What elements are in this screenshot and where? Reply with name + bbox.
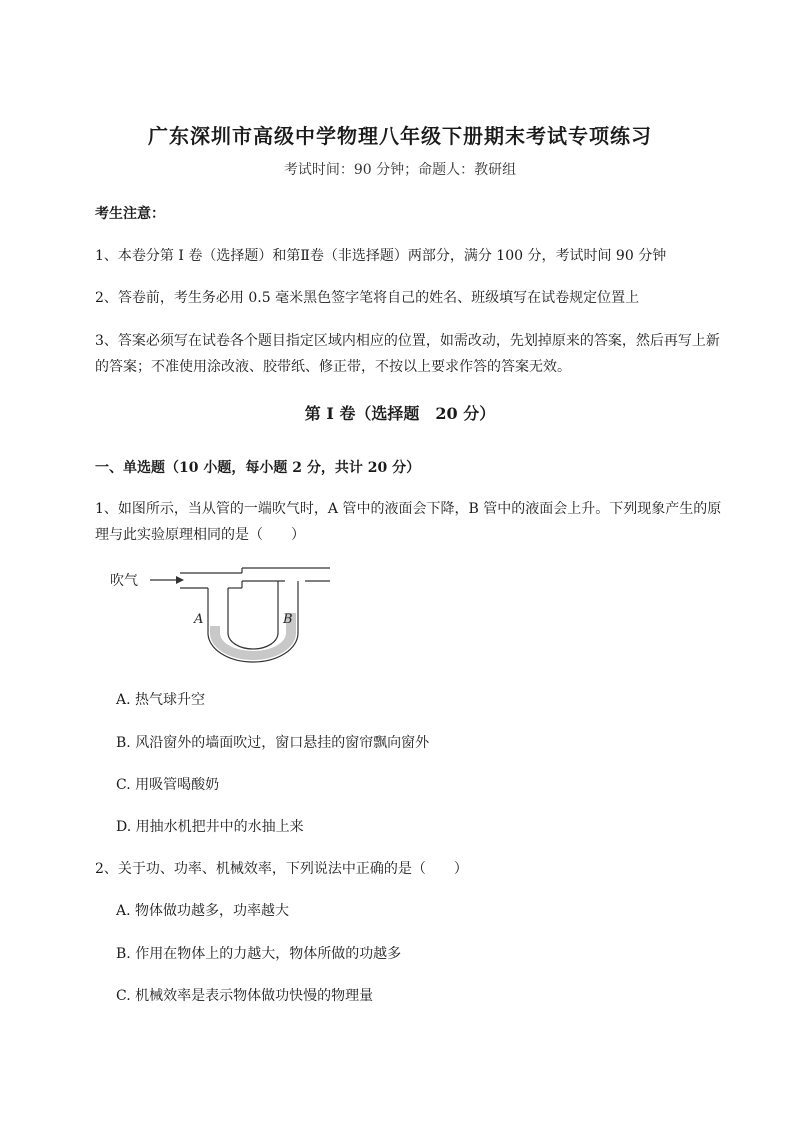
notice-heading: 考生注意： [95, 206, 165, 222]
question-1-option-a[interactable]: A. 热气球升空 [116, 692, 206, 708]
figure-label-b: B [283, 612, 293, 627]
question-1-line-2: 理与此实验原理相同的是（ ） [95, 527, 305, 543]
figure-blow-label: 吹气 [110, 573, 138, 589]
page-title: 广东深圳市高级中学物理八年级下册期末考试专项练习 [148, 124, 652, 148]
question-2-line-1: 2、关于功、功率、机械效率，下列说法中正确的是（ ） [95, 861, 468, 877]
question-1-option-b[interactable]: B. 风沿窗外的墙面吹过，窗口悬挂的窗帘飘向窗外 [116, 735, 430, 751]
question-2-option-b[interactable]: B. 作用在物体上的力越大，物体所做的功越多 [116, 946, 402, 962]
question-2-option-c[interactable]: C. 机械效率是表示物体做功快慢的物理量 [116, 988, 374, 1004]
question-1-line-1: 1、如图所示，当从管的一端吹气时，A 管中的液面会下降，B 管中的液面会上升。下列现象产生的原 [95, 501, 722, 517]
u-tube-figure [110, 558, 340, 668]
notice-item-2: 2、答卷前，考生务必用 0.5 毫米黑色签字笔将自己的姓名、班级填写在试卷规定位置上 [95, 290, 640, 306]
notice-item-3-line-1: 3、答案必须写在试卷各个题目指定区域内相应的位置，如需改动，先划掉原来的答案，然后再写上新 [95, 333, 720, 349]
notice-item-1: 1、本卷分第 I 卷（选择题）和第Ⅱ卷（非选择题）两部分，满分 100 分，考试时间 90 分钟 [95, 248, 667, 264]
figure-label-a: A [194, 612, 204, 627]
question-2-option-a[interactable]: A. 物体做功越多，功率越大 [116, 903, 290, 919]
part-heading: 一、单选题（10 小题，每小题 2 分，共计 20 分） [95, 460, 421, 476]
question-1-option-c[interactable]: C. 用吸管喝酸奶 [116, 777, 220, 793]
exam-info: 考试时间：90 分钟；命题人：教研组 [283, 162, 517, 178]
section-title: 第 I 卷（选择题 20 分） [304, 404, 496, 423]
notice-item-3-line-2: 的答案；不准使用涂改液、胶带纸、修正带，不按以上要求作答的答案无效。 [95, 359, 571, 375]
question-1-option-d[interactable]: D. 用抽水机把井中的水抽上来 [116, 819, 304, 835]
